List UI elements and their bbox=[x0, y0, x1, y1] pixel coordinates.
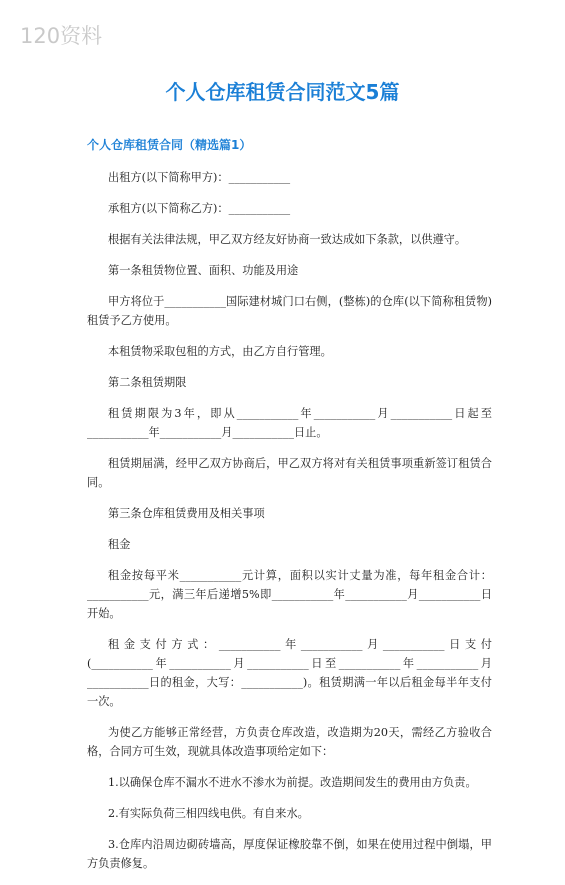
paragraph: 2.有实际负荷三相四线电供。有自来水。 bbox=[108, 807, 309, 820]
document-body bbox=[87, 168, 492, 885]
paragraph: 根据有关法律法规，甲乙双方经友好协商一致达成如下条款，以供遵守。 bbox=[108, 233, 467, 246]
paragraph: 租赁期限为3年，即从___________年___________月___________日起至___________年___________月___________日止。 bbox=[87, 407, 492, 439]
section-title: 个人仓库租赁合同（精选篇1） bbox=[87, 138, 252, 152]
document-title: 个人仓库租赁合同范文5篇 bbox=[165, 80, 400, 104]
paragraph: 本租赁物采取包租的方式，由乙方自行管理。 bbox=[108, 345, 332, 358]
paragraph: 1.以确保仓库不漏水不进水不渗水为前提。改造期间发生的费用由方负责。 bbox=[108, 776, 477, 789]
paragraph: 出租方(以下简称甲方)：___________ bbox=[108, 171, 291, 184]
paragraph: 甲方将位于___________国际建材城门口右侧，(整栋)的仓库(以下简称租赁物)租赁予乙方使用。 bbox=[87, 295, 492, 327]
paragraph: 租金按每平米___________元计算，面积以实计丈量为准，每年租金合计：___________元，满三年后递增5%即___________年___________月___________日开始。 bbox=[87, 569, 492, 620]
paragraph: 3.仓库内沿周边砌砖墙高，厚度保证橡胶靠不倒，如果在使用过程中倒塌，甲方负责修复。 bbox=[87, 838, 492, 870]
paragraph: 承租方(以下简称乙方)：___________ bbox=[108, 202, 291, 215]
paragraph: 为使乙方能够正常经营，方负责仓库改造，改造期为20天，需经乙方验收合格，合同方可生效，现就具体改造事项给定如下： bbox=[87, 726, 492, 758]
paragraph: 租金支付方式：___________年___________月___________日支付(___________年___________月___________日至___________年___________月___________日的租金，大写：___________)。租赁期满一年以后租金每半年支付一次。 bbox=[87, 638, 492, 708]
paragraph: 第一条租赁物位置、面积、功能及用途 bbox=[108, 264, 299, 277]
paragraph: 第三条仓库租赁费用及相关事项 bbox=[108, 507, 265, 520]
paragraph: 第二条租赁期限 bbox=[108, 376, 187, 389]
watermark-logo: 120资料 bbox=[20, 24, 103, 48]
paragraph: 租赁期届满，经甲乙双方协商后，甲乙双方将对有关租赁事项重新签订租赁合同。 bbox=[87, 457, 492, 489]
paragraph: 租金 bbox=[108, 538, 131, 551]
